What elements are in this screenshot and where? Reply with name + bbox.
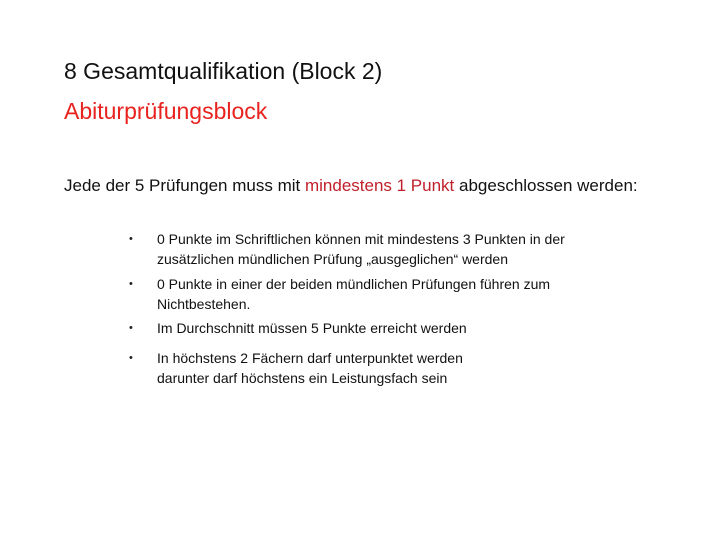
bullet-text (157, 274, 677, 314)
bullet-text-line: zusätzlichen mündlichen Prüfung „ausgeglichen“ werden (157, 251, 508, 267)
bullet-text-line: In höchstens 2 Fächern darf unterpunktet werden (157, 350, 463, 366)
intro-text-before: Jede der 5 Prüfungen muss mit (64, 176, 305, 195)
intro-paragraph (64, 174, 664, 197)
bullet-text (157, 318, 677, 338)
bullet-marker: • (129, 233, 133, 245)
slide-title: 8 Gesamtqualifikation (Block 2) (64, 58, 383, 84)
bullet-text-line: Im Durchschnitt müssen 5 Punkte erreicht werden (157, 320, 467, 336)
bullet-marker: • (129, 322, 133, 334)
bullet-text (157, 229, 677, 269)
bullet-text-line: 0 Punkte im Schriftlichen können mit mindestens 3 Punkten in der (157, 231, 565, 247)
bullet-marker: • (129, 352, 133, 364)
bullet-text-line: darunter darf höchstens ein Leistungsfach sein (157, 370, 448, 386)
bullet-text-line: 0 Punkte in einer der beiden mündlichen Prüfungen führen zum (157, 276, 551, 292)
bullet-text-line: Nichtbestehen. (157, 296, 251, 312)
intro-highlight: mindestens 1 Punkt (304, 176, 455, 195)
bullet-text (157, 348, 677, 388)
bullet-marker: • (129, 278, 133, 290)
slide-subtitle: Abiturprüfungsblock (64, 98, 268, 124)
intro-text-after: abgeschlossen werden: (454, 176, 638, 195)
